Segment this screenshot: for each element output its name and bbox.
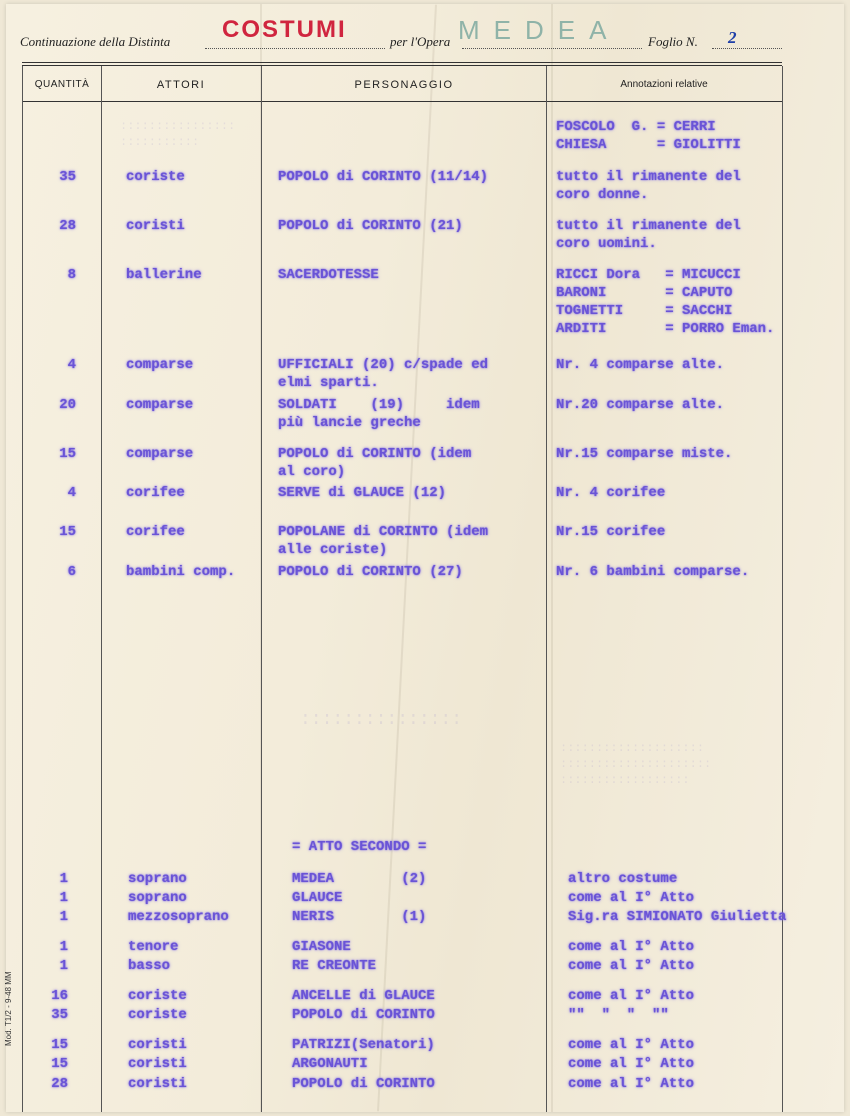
row-character: NERIS (1) — [292, 909, 427, 925]
row-character: POPOLO di CORINTO (11/14) — [278, 169, 489, 185]
row-character: POPOLO di CORINTO (27) — [278, 564, 463, 580]
row-character: ARGONAUTI — [292, 1056, 368, 1072]
dotted-fill-line — [712, 48, 782, 49]
row-character: ANCELLE di GLAUCE — [292, 988, 435, 1004]
row-actors: mezzosoprano — [128, 909, 229, 925]
column-divider — [782, 66, 783, 1112]
row-annotation: Nr. 4 comparse alte. — [556, 357, 725, 373]
row-annotation: "" " " "" — [568, 1007, 669, 1023]
row-actors: corifee — [126, 524, 185, 540]
row-annotation: Nr. 4 corifee — [556, 485, 666, 501]
row-character: RE CREONTE — [292, 958, 377, 974]
row-quantity: 1 — [59, 958, 68, 974]
dotted-fill-line — [462, 48, 642, 49]
column-divider — [22, 66, 23, 1112]
foglio-number: 2 — [728, 28, 737, 47]
row-actors: coristi — [126, 218, 185, 234]
row-character: UFFICIALI (20) c/spade ed elmi sparti. — [278, 357, 489, 391]
row-annotation: Nr.15 comparse miste. — [556, 446, 733, 462]
row-annotation: come al I° Atto — [568, 890, 695, 906]
row-quantity: 16 — [51, 988, 68, 1004]
row-character: PATRIZI(Senatori) — [292, 1037, 435, 1053]
header-bottom-rule — [22, 101, 782, 102]
row-character: POPOLO di CORINTO — [292, 1007, 435, 1023]
dotted-fill-line — [205, 48, 385, 49]
form-model-label: Mod. T1/2 - 9-48 MM — [4, 971, 13, 1046]
label-foglio: Foglio N. — [648, 34, 698, 49]
row-actors: coristi — [128, 1076, 187, 1092]
row-quantity: 4 — [67, 485, 76, 501]
row-character: SERVE di GLAUCE (12) — [278, 485, 447, 501]
column-header-attori: ATTORI — [156, 79, 206, 91]
row-quantity: 8 — [67, 267, 76, 283]
top-note: FOSCOLO G. = CERRI — [556, 119, 716, 135]
paper-crease — [551, 4, 553, 1112]
bleed-through-text: ::::::::::::::: — [300, 710, 463, 730]
row-quantity: 35 — [51, 1007, 68, 1023]
row-actors: ballerine — [126, 267, 202, 283]
row-quantity: 6 — [67, 564, 76, 580]
row-quantity: 28 — [51, 1076, 68, 1092]
row-annotation: come al I° Atto — [568, 958, 695, 974]
row-quantity: 1 — [59, 939, 68, 955]
row-actors: comparse — [126, 446, 194, 462]
section-heading-atto-secondo: = ATTO SECONDO = — [292, 839, 427, 855]
top-note: CHIESA = GIOLITTI — [556, 137, 741, 153]
row-annotation: come al I° Atto — [568, 939, 695, 955]
row-annotation: altro costume — [568, 871, 678, 887]
row-actors: tenore — [128, 939, 179, 955]
row-character: POPOLO di CORINTO — [292, 1076, 435, 1092]
row-annotation: RICCI Dora = MICUCCI BARONI = CAPUTO TOGNETTI = SACCHI ARDITI = PORRO Eman. — [556, 267, 775, 337]
row-actors: soprano — [128, 890, 187, 906]
row-actors: soprano — [128, 871, 187, 887]
row-character: SACERDOTESSE — [278, 267, 379, 283]
row-quantity: 1 — [59, 890, 68, 906]
row-character: POPOLO di CORINTO (idem al coro) — [278, 446, 472, 480]
row-quantity: 35 — [59, 169, 76, 185]
row-annotation: tutto il rimanente del coro uomini. — [556, 218, 741, 252]
row-actors: comparse — [126, 357, 194, 373]
row-character: POPOLANE di CORINTO (idem alle coriste) — [278, 524, 489, 558]
row-actors: bambini comp. — [126, 564, 236, 580]
bleed-through-text: :::::::::::::::::::: ::::::::::::::::::::: :::::::::::::::::: — [560, 741, 712, 787]
row-actors: comparse — [126, 397, 194, 413]
row-annotation: come al I° Atto — [568, 988, 695, 1004]
row-actors: corifee — [126, 485, 185, 501]
row-quantity: 15 — [59, 446, 76, 462]
column-divider — [101, 66, 102, 1112]
row-annotation: come al I° Atto — [568, 1037, 695, 1053]
row-character: GLAUCE — [292, 890, 343, 906]
row-annotation: Nr. 6 bambini comparse. — [556, 564, 750, 580]
row-actors: coriste — [128, 1007, 187, 1023]
row-character: GIASONE — [292, 939, 351, 955]
row-annotation: come al I° Atto — [568, 1076, 695, 1092]
row-quantity: 28 — [59, 218, 76, 234]
bleed-through-text: :::::::::::::::: ::::::::::: — [120, 119, 236, 149]
row-annotation: Nr.15 corifee — [556, 524, 666, 540]
row-character: POPOLO di CORINTO (21) — [278, 218, 463, 234]
row-actors: coriste — [126, 169, 185, 185]
column-header-personaggio: PERSONAGGIO — [354, 79, 454, 91]
row-annotation: Sig.ra SIMIONATO Giulietta — [568, 909, 787, 925]
row-quantity: 1 — [59, 909, 68, 925]
column-header-quantita: QUANTITÀ — [34, 79, 90, 90]
row-annotation: come al I° Atto — [568, 1056, 695, 1072]
stamp-costumi: COSTUMI — [222, 16, 347, 43]
row-annotation: Nr.20 comparse alte. — [556, 397, 725, 413]
row-actors: coristi — [128, 1037, 187, 1053]
row-quantity: 1 — [59, 871, 68, 887]
column-divider — [261, 66, 262, 1112]
column-divider — [546, 66, 547, 1112]
table-top-rule — [22, 62, 782, 63]
stamp-opera: MEDEA — [458, 15, 621, 45]
row-character: SOLDATI (19) idem più lancie greche — [278, 397, 480, 431]
label-opera: per l'Opera — [390, 34, 451, 49]
column-header-annotazioni: Annotazioni relative — [620, 79, 708, 90]
row-quantity: 20 — [59, 397, 76, 413]
row-actors: basso — [128, 958, 171, 974]
row-quantity: 4 — [67, 357, 76, 373]
row-quantity: 15 — [59, 524, 76, 540]
row-character: MEDEA (2) — [292, 871, 427, 887]
row-actors: coristi — [128, 1056, 187, 1072]
label-distinta: Continuazione della Distinta — [20, 34, 171, 49]
table-top-rule — [22, 65, 782, 66]
row-actors: coriste — [128, 988, 187, 1004]
row-quantity: 15 — [51, 1037, 68, 1053]
row-annotation: tutto il rimanente del coro donne. — [556, 169, 741, 203]
row-quantity: 15 — [51, 1056, 68, 1072]
